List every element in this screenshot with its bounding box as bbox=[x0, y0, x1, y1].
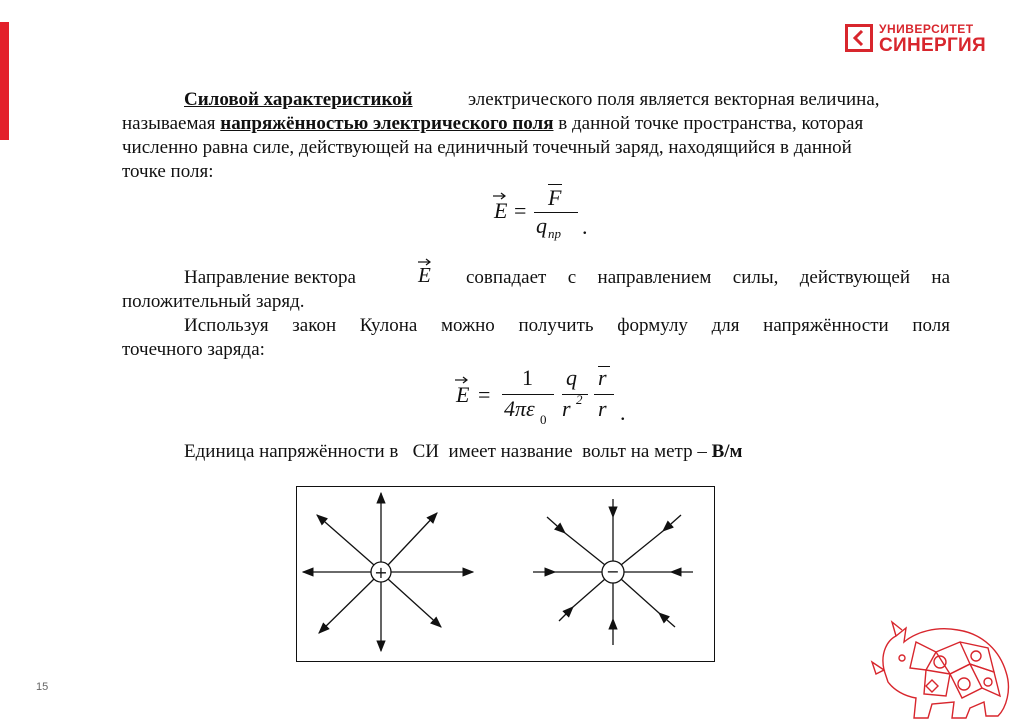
p4-unit: В/м bbox=[711, 441, 743, 462]
f2-den2: r bbox=[562, 396, 571, 421]
field-lines-diagram bbox=[297, 487, 713, 660]
p2-direction: Направление вектора bbox=[184, 267, 356, 288]
f1-num: F bbox=[548, 185, 562, 210]
f2-den1-sub: 0 bbox=[540, 412, 547, 427]
logo-line2: СИНЕРГИЯ bbox=[879, 35, 986, 56]
f1-den: q bbox=[536, 213, 547, 238]
logo-line1: УНИВЕРСИТЕТ bbox=[879, 22, 974, 36]
f1-den-sub: пр bbox=[548, 226, 561, 241]
f2-den1: 4πε bbox=[504, 396, 535, 421]
f2-eq: = bbox=[478, 382, 491, 407]
p4-unit-line bbox=[184, 440, 742, 463]
f1-lhs: E bbox=[494, 198, 508, 223]
term-force-characteristic: Силовой характеристикой bbox=[184, 89, 413, 110]
f2-num3: r bbox=[598, 365, 607, 390]
f2-fraction-line-2 bbox=[562, 394, 588, 395]
p1-in-point: в данной точке пространства, которая bbox=[558, 113, 864, 134]
formula-field-strength bbox=[490, 186, 600, 246]
f1-dot: . bbox=[582, 214, 588, 239]
f2-dot: . bbox=[620, 400, 626, 425]
formula-coulomb-field bbox=[452, 362, 642, 432]
f2-den2-sup: 2 bbox=[576, 392, 583, 407]
p1-line1-rest: электрического поля является векторная величина, bbox=[468, 89, 880, 110]
p2-rest: совпадает с направлением силы, действующей на bbox=[466, 267, 950, 288]
rhino-logo-icon bbox=[866, 612, 1016, 720]
f2-num1: 1 bbox=[522, 365, 533, 390]
logo-mark-icon bbox=[845, 24, 873, 52]
page-number: 15 bbox=[36, 681, 49, 693]
f2-fraction-line-1 bbox=[502, 394, 554, 395]
negative-sign: − bbox=[606, 562, 620, 581]
f2-fraction-line-3 bbox=[594, 394, 614, 395]
accent-bar bbox=[0, 22, 9, 140]
p1-line4: точке поля: bbox=[122, 161, 214, 182]
f1-eq: = bbox=[514, 198, 527, 223]
f2-den3: r bbox=[598, 396, 607, 421]
p1-called: называемая bbox=[122, 113, 216, 134]
p3-line1: Используя закон Кулона можно получить формулу для напряжённости поля bbox=[184, 315, 950, 336]
term-field-strength: напряжённостью электрического поля bbox=[220, 113, 554, 134]
f2-lhs: E bbox=[456, 382, 470, 407]
p3-line2: точечного заряда: bbox=[122, 339, 265, 360]
university-logo bbox=[845, 22, 1005, 58]
positive-sign: + bbox=[374, 563, 388, 582]
p1-line1 bbox=[184, 88, 413, 111]
p1-line2 bbox=[122, 112, 863, 135]
field-lines-figure bbox=[296, 486, 715, 662]
p2-symbol: E bbox=[418, 263, 431, 287]
f2-num2: q bbox=[566, 365, 577, 390]
p1-line3: численно равна силе, действующей на единичный точечный заряд, находящийся в данной bbox=[122, 137, 852, 158]
p4-text: Единица напряжённости в СИ имеет название вольт на метр – bbox=[184, 441, 707, 462]
p2-line2: положительный заряд. bbox=[122, 291, 305, 312]
